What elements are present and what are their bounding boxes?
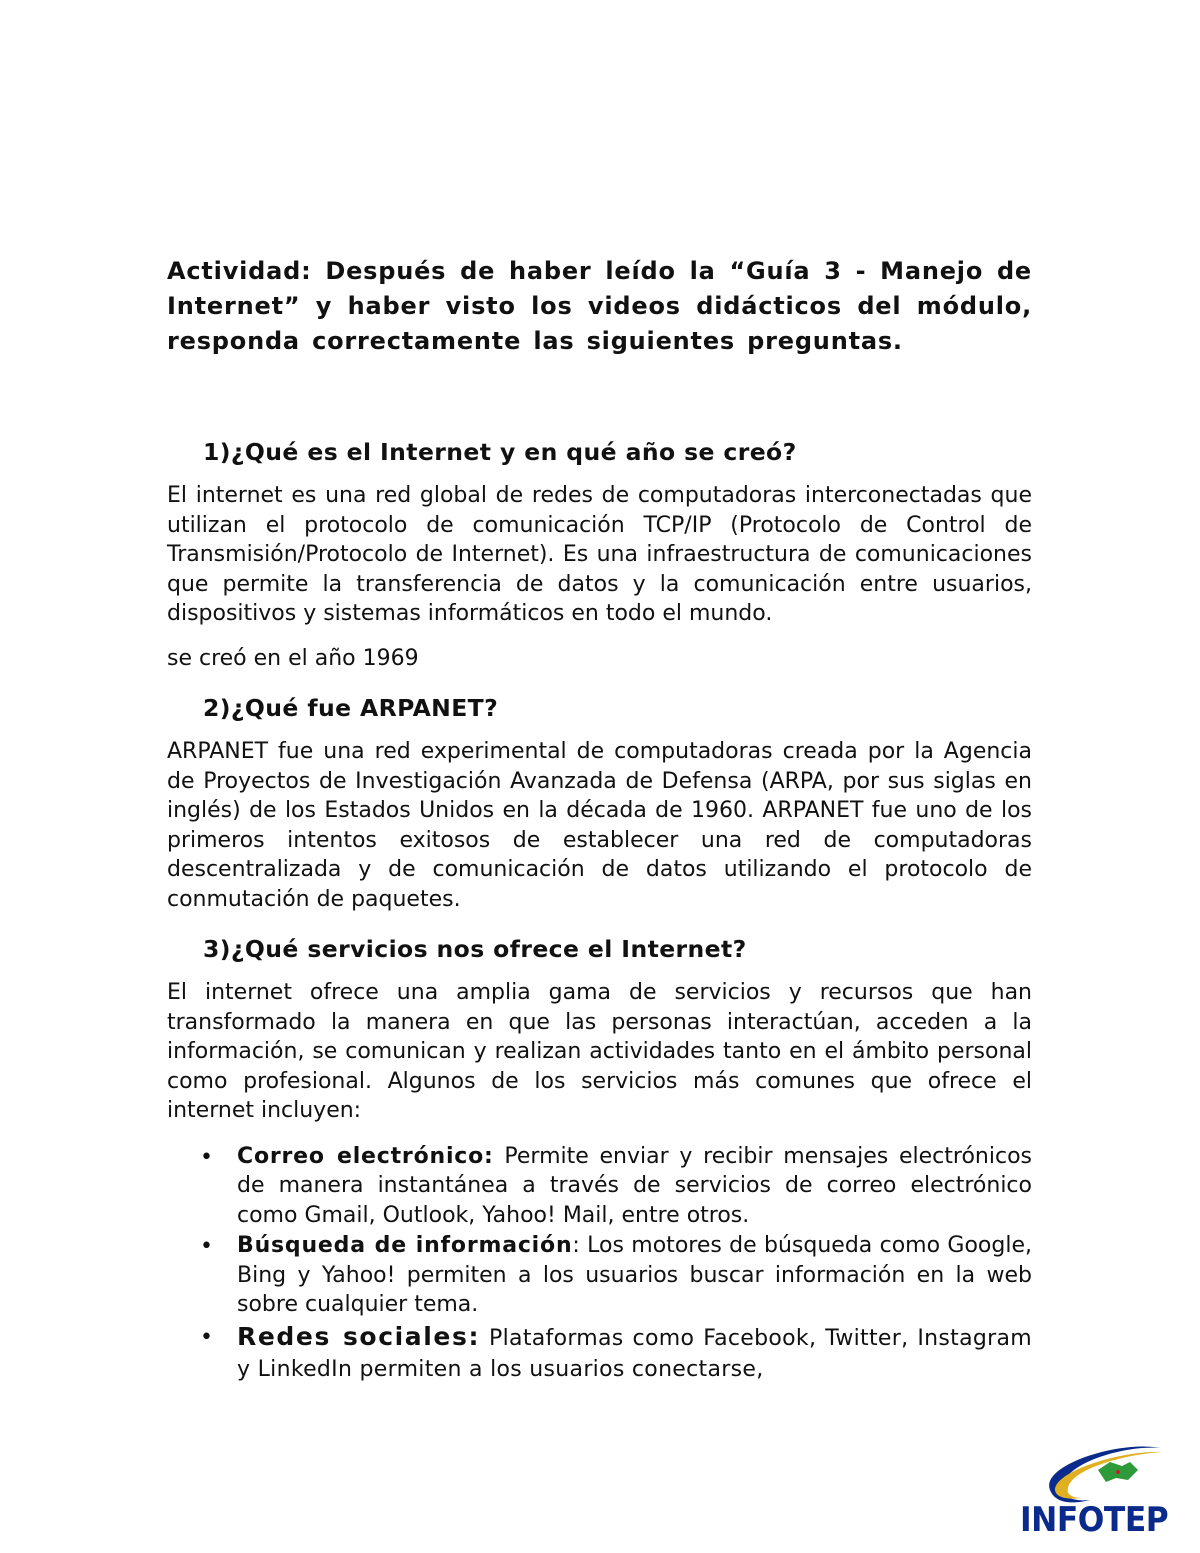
activity-instructions: Actividad: Después de haber leído la “Guía 3 - Manejo de Internet” y haber visto los videos didácticos del módulo, responda correctamente las siguientes preguntas. [167,257,1032,355]
list-item [167,1231,1032,1320]
question-1-year: se creó en el año 1969 [167,645,419,671]
question-3-answer: El internet ofrece una amplia gama de servicios y recursos que han transformado la manera en que las personas interactúan, acceden a la información, se comunican y realizan actividades tanto en el ámbito personal como profesional. Algunos de los servicios más comunes que ofrece el internet incluyen: [167,980,1032,1123]
question-2-title: 2)¿Qué fue ARPANET? [203,694,499,722]
service-term: Redes sociales: [237,1321,481,1351]
service-term: Búsqueda de información [237,1233,573,1258]
bullet-icon: • [200,1234,213,1259]
list-item [167,1142,1032,1231]
list-item [167,1321,1032,1385]
service-desc: Plataformas como Facebook, Twitter, Instagram y LinkedIn permiten a los usuarios conectarse, [237,1325,1032,1382]
bullet-icon: • [200,1324,213,1350]
service-desc: Permite enviar y recibir mensajes electrónicos de manera instantánea a través de servicios de correo electrónico como Gmail, Outlook, Yahoo! Mail, entre otros. [237,1143,1032,1228]
question-1-answer: El internet es una red global de redes de computadoras interconectadas que utilizan el protocolo de comunicación TCP/IP (Protocolo de Control de Transmisión/Protocolo de Internet). Es una infraestructura de comunicaciones que permite la transferencia de datos y la comunicación entre usuarios, dispositivos y sistemas informáticos en todo el mundo. [167,483,1032,626]
service-term: Correo electrónico: [237,1143,494,1169]
services-list [167,1142,1032,1385]
bullet-icon: • [200,1144,213,1170]
question-2-answer: ARPANET fue una red experimental de computadoras creada por la Agencia de Proyectos de Investigación Avanzada de Defensa (ARPA, por sus siglas en inglés) de los Estados Unidos en la década de 1960. ARPANET fue uno de los primeros intentos exitosos de establecer una red de computadoras descentralizada y de comunicación de datos utilizando el protocolo de conmutación de paquetes. [167,739,1032,912]
question-1-title: 1)¿Qué es el Internet y en qué año se creó? [203,438,797,466]
service-desc: : Los motores de búsqueda como Google, Bing y Yahoo! permiten a los usuarios buscar información en la web sobre cualquier tema. [237,1233,1032,1317]
infotep-logo-text: INFOTEP [1020,1500,1169,1540]
document-content [167,254,1032,1386]
question-3-title: 3)¿Qué servicios nos ofrece el Internet? [203,935,747,963]
